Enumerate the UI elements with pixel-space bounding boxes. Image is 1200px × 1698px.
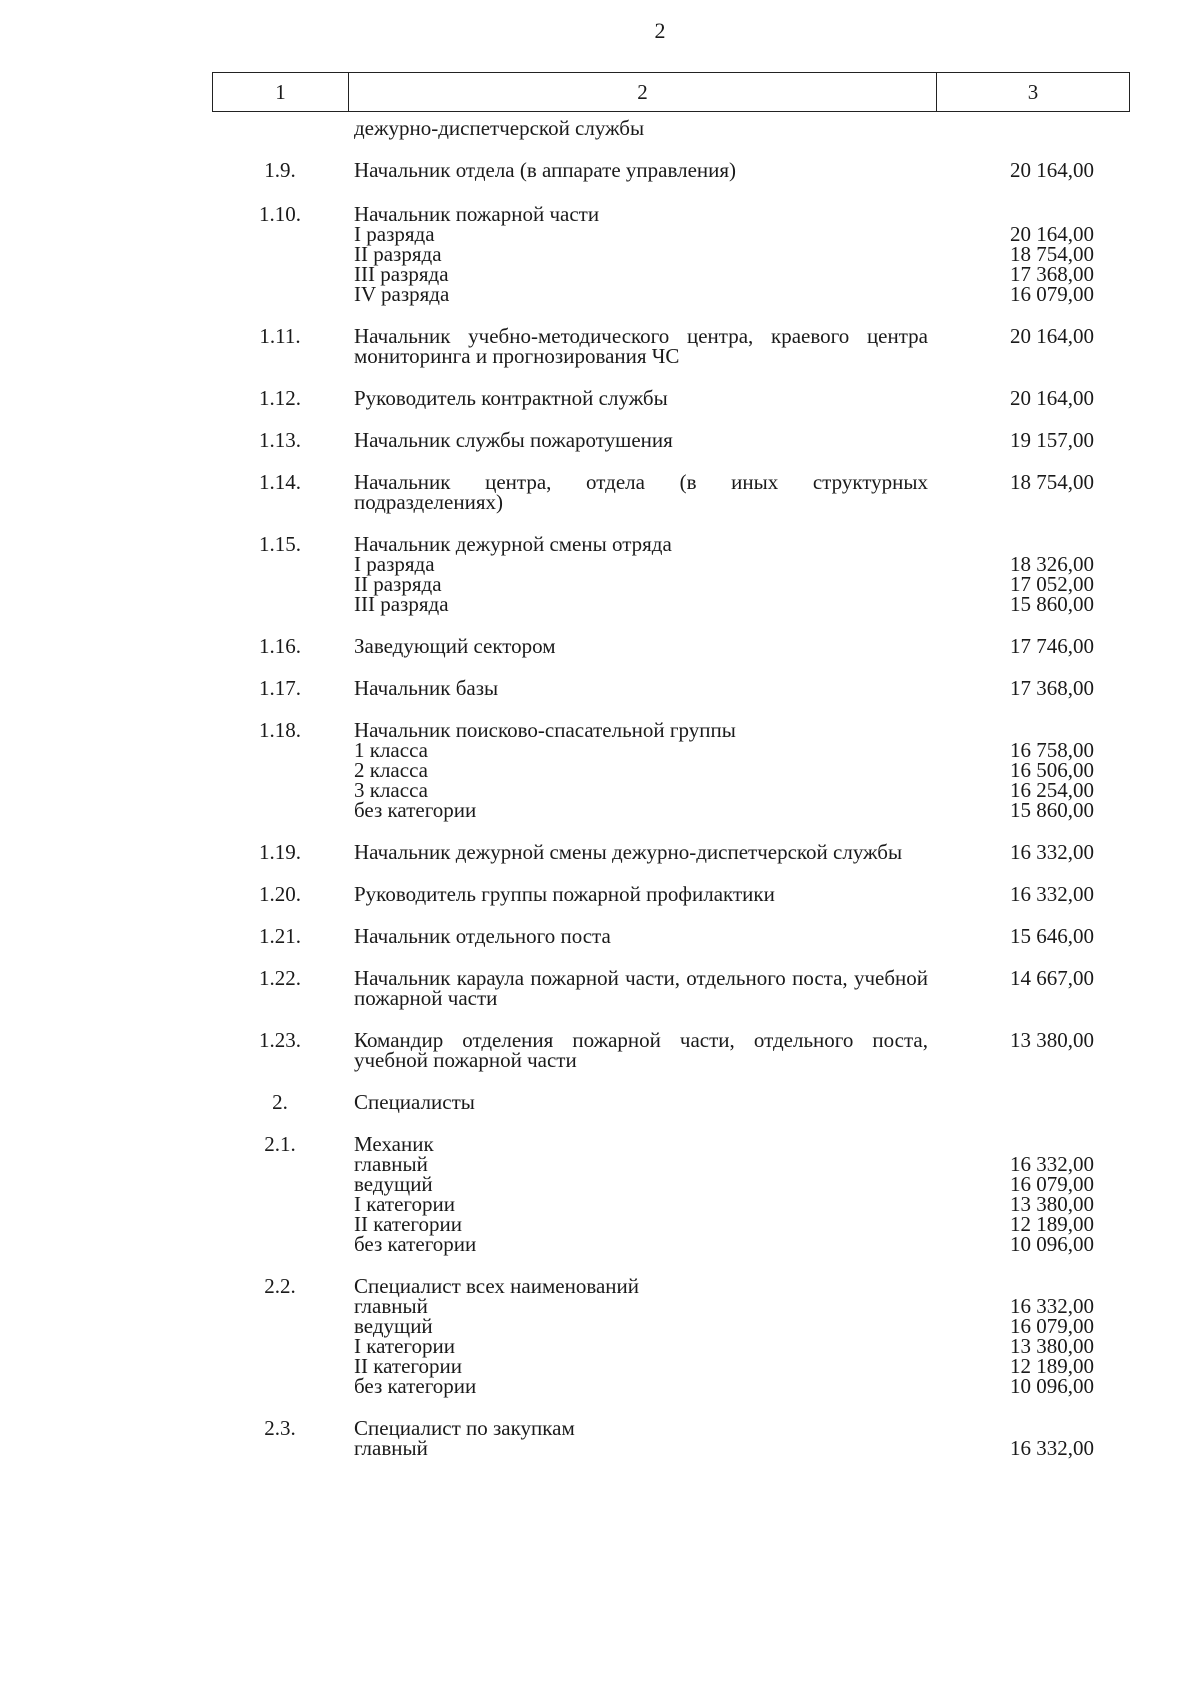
item-number: 2.2. xyxy=(264,1274,296,1298)
item-number: 1.10. xyxy=(259,202,301,226)
sub-item-value: 16 332,00 xyxy=(1010,1294,1094,1318)
item-number: 1.21. xyxy=(259,924,301,948)
sub-item-label: II категории xyxy=(354,1354,462,1378)
sub-item-value: 16 332,00 xyxy=(1010,1436,1094,1460)
table-header xyxy=(212,72,1130,112)
sub-item-label: II разряда xyxy=(354,242,442,266)
list-item xyxy=(212,720,1130,820)
list-item xyxy=(212,926,1130,946)
sub-item-value: 13 380,00 xyxy=(1010,1192,1094,1216)
item-number: 1.20. xyxy=(259,882,301,906)
item-value: 16 332,00 xyxy=(1010,882,1094,906)
continuation-row xyxy=(212,118,1130,138)
item-number: 1.19. xyxy=(259,840,301,864)
sub-item-label: главный xyxy=(354,1152,428,1176)
sub-item xyxy=(212,1214,1130,1234)
item-title: Начальник поисково-спасательной группы xyxy=(354,718,736,742)
item-value: 20 164,00 xyxy=(1010,158,1094,182)
entries-list xyxy=(212,118,1130,1458)
item-number: 1.14. xyxy=(259,470,301,494)
sub-item xyxy=(212,594,1130,614)
item-value: 15 646,00 xyxy=(1010,924,1094,948)
item-number: 1.22. xyxy=(259,966,301,990)
item-title: Командир отделения пожарной части, отдельного поста, учебной пожарной части xyxy=(354,1028,928,1072)
continuation-text: дежурно-диспетчерской службы xyxy=(354,116,645,140)
sub-item xyxy=(212,1296,1130,1316)
list-item xyxy=(212,160,1130,180)
item-title: Начальник дежурной смены отряда xyxy=(354,532,672,556)
list-item xyxy=(212,1134,1130,1254)
item-title: Механик xyxy=(354,1132,434,1156)
sub-item-label: главный xyxy=(354,1436,428,1460)
sub-item xyxy=(212,1316,1130,1336)
item-title: Руководитель контрактной службы xyxy=(354,386,668,410)
list-item xyxy=(212,472,1130,512)
item-title: Начальник учебно-методического центра, краевого центра мониторинга и прогнозирования ЧС xyxy=(354,324,928,368)
sub-item xyxy=(212,1234,1130,1254)
sub-item-label: 1 класса xyxy=(354,738,428,762)
sub-item-label: I категории xyxy=(354,1334,455,1358)
sub-item xyxy=(212,800,1130,820)
sub-item-value: 10 096,00 xyxy=(1010,1374,1094,1398)
sub-item-value: 16 506,00 xyxy=(1010,758,1094,782)
sub-item xyxy=(212,224,1130,244)
item-number: 1.11. xyxy=(259,324,301,348)
sub-item xyxy=(212,760,1130,780)
item-value: 20 164,00 xyxy=(1010,324,1094,348)
sub-item-label: IV разряда xyxy=(354,282,450,306)
page-number: 2 xyxy=(654,18,666,43)
sub-item-value: 16 254,00 xyxy=(1010,778,1094,802)
list-item xyxy=(212,534,1130,614)
item-value: 17 368,00 xyxy=(1010,676,1094,700)
item-value: 14 667,00 xyxy=(1010,966,1094,990)
item-number: 1.12. xyxy=(259,386,301,410)
sub-item-label: III разряда xyxy=(354,592,449,616)
sub-item-value: 17 052,00 xyxy=(1010,572,1094,596)
sub-item-label: без категории xyxy=(354,1232,477,1256)
sub-item-value: 12 189,00 xyxy=(1010,1354,1094,1378)
item-number: 2.1. xyxy=(264,1132,296,1156)
list-item xyxy=(212,388,1130,408)
sub-item-label: III разряда xyxy=(354,262,449,286)
item-number: 1.13. xyxy=(259,428,301,452)
sub-item-label: I категории xyxy=(354,1192,455,1216)
item-title: Заведующий сектором xyxy=(354,634,556,658)
item-title: Начальник базы xyxy=(354,676,499,700)
sub-item-label: без категории xyxy=(354,1374,477,1398)
sub-item-label: главный xyxy=(354,1294,428,1318)
item-title: Начальник центра, отдела (в иных структурных подразделениях) xyxy=(354,470,928,514)
sub-item xyxy=(212,1154,1130,1174)
sub-item-label: 3 класса xyxy=(354,778,428,802)
sub-item-value: 15 860,00 xyxy=(1010,592,1094,616)
sub-item xyxy=(212,1438,1130,1458)
sub-item-value: 13 380,00 xyxy=(1010,1334,1094,1358)
list-item xyxy=(212,968,1130,1008)
sub-item-label: ведущий xyxy=(354,1314,433,1338)
header-col-1: 1 xyxy=(213,73,349,111)
sub-item-label: I разряда xyxy=(354,552,435,576)
sub-item-value: 16 079,00 xyxy=(1010,1172,1094,1196)
list-item xyxy=(212,1092,1130,1112)
sub-item xyxy=(212,284,1130,304)
sub-item xyxy=(212,244,1130,264)
item-title: Начальник пожарной части xyxy=(354,202,600,226)
sub-item-label: без категории xyxy=(354,798,477,822)
sub-item-label: 2 класса xyxy=(354,758,428,782)
list-item xyxy=(212,204,1130,304)
sub-item xyxy=(212,1336,1130,1356)
sub-item-value: 16 332,00 xyxy=(1010,1152,1094,1176)
item-title: Специалист по закупкам xyxy=(354,1416,575,1440)
item-number: 2. xyxy=(272,1090,288,1114)
item-title: Начальник дежурной смены дежурно-диспетчерской службы xyxy=(354,840,903,864)
item-title: Начальник караула пожарной части, отдельного поста, учебной пожарной части xyxy=(354,966,928,1010)
list-item xyxy=(212,636,1130,656)
item-value: 20 164,00 xyxy=(1010,386,1094,410)
list-item xyxy=(212,1276,1130,1396)
sub-item xyxy=(212,264,1130,284)
sub-item xyxy=(212,1376,1130,1396)
item-title: Начальник отдела (в аппарате управления) xyxy=(354,158,737,182)
item-number: 1.15. xyxy=(259,532,301,556)
sub-item xyxy=(212,1194,1130,1214)
item-value: 19 157,00 xyxy=(1010,428,1094,452)
item-title: Специалист всех наименований xyxy=(354,1274,639,1298)
item-title: Специалисты xyxy=(354,1090,475,1114)
item-number: 1.9. xyxy=(264,158,296,182)
sub-item-value: 12 189,00 xyxy=(1010,1212,1094,1236)
item-title: Руководитель группы пожарной профилактики xyxy=(354,882,775,906)
sub-item-value: 18 326,00 xyxy=(1010,552,1094,576)
item-number: 1.18. xyxy=(259,718,301,742)
item-number: 1.17. xyxy=(259,676,301,700)
sub-item xyxy=(212,1174,1130,1194)
list-item xyxy=(212,1030,1130,1070)
sub-item-label: I разряда xyxy=(354,222,435,246)
sub-item-value: 18 754,00 xyxy=(1010,242,1094,266)
item-title: Начальник службы пожаротушения xyxy=(354,428,673,452)
list-item xyxy=(212,430,1130,450)
list-item xyxy=(212,884,1130,904)
sub-item-label: II разряда xyxy=(354,572,442,596)
sub-item-value: 20 164,00 xyxy=(1010,222,1094,246)
sub-item xyxy=(212,1356,1130,1376)
sub-item-value: 10 096,00 xyxy=(1010,1232,1094,1256)
sub-item-value: 16 079,00 xyxy=(1010,1314,1094,1338)
header-col-3: 3 xyxy=(1027,79,1039,104)
sub-item xyxy=(212,740,1130,760)
item-title: Начальник отдельного поста xyxy=(354,924,611,948)
sub-item xyxy=(212,780,1130,800)
sub-item-label: ведущий xyxy=(354,1172,433,1196)
header-col-2: 2 xyxy=(349,73,937,111)
sub-item xyxy=(212,554,1130,574)
sub-item-value: 15 860,00 xyxy=(1010,798,1094,822)
item-value: 17 746,00 xyxy=(1010,634,1094,658)
list-item xyxy=(212,678,1130,698)
sub-item-value: 16 079,00 xyxy=(1010,282,1094,306)
item-value: 18 754,00 xyxy=(1010,470,1094,494)
item-number: 2.3. xyxy=(264,1416,296,1440)
sub-item-value: 17 368,00 xyxy=(1010,262,1094,286)
item-number: 1.23. xyxy=(259,1028,301,1052)
list-item xyxy=(212,326,1130,366)
list-item xyxy=(212,842,1130,862)
item-value: 13 380,00 xyxy=(1010,1028,1094,1052)
sub-item-value: 16 758,00 xyxy=(1010,738,1094,762)
item-value: 16 332,00 xyxy=(1010,840,1094,864)
list-item xyxy=(212,1418,1130,1458)
sub-item-label: II категории xyxy=(354,1212,462,1236)
sub-item xyxy=(212,574,1130,594)
item-number: 1.16. xyxy=(259,634,301,658)
